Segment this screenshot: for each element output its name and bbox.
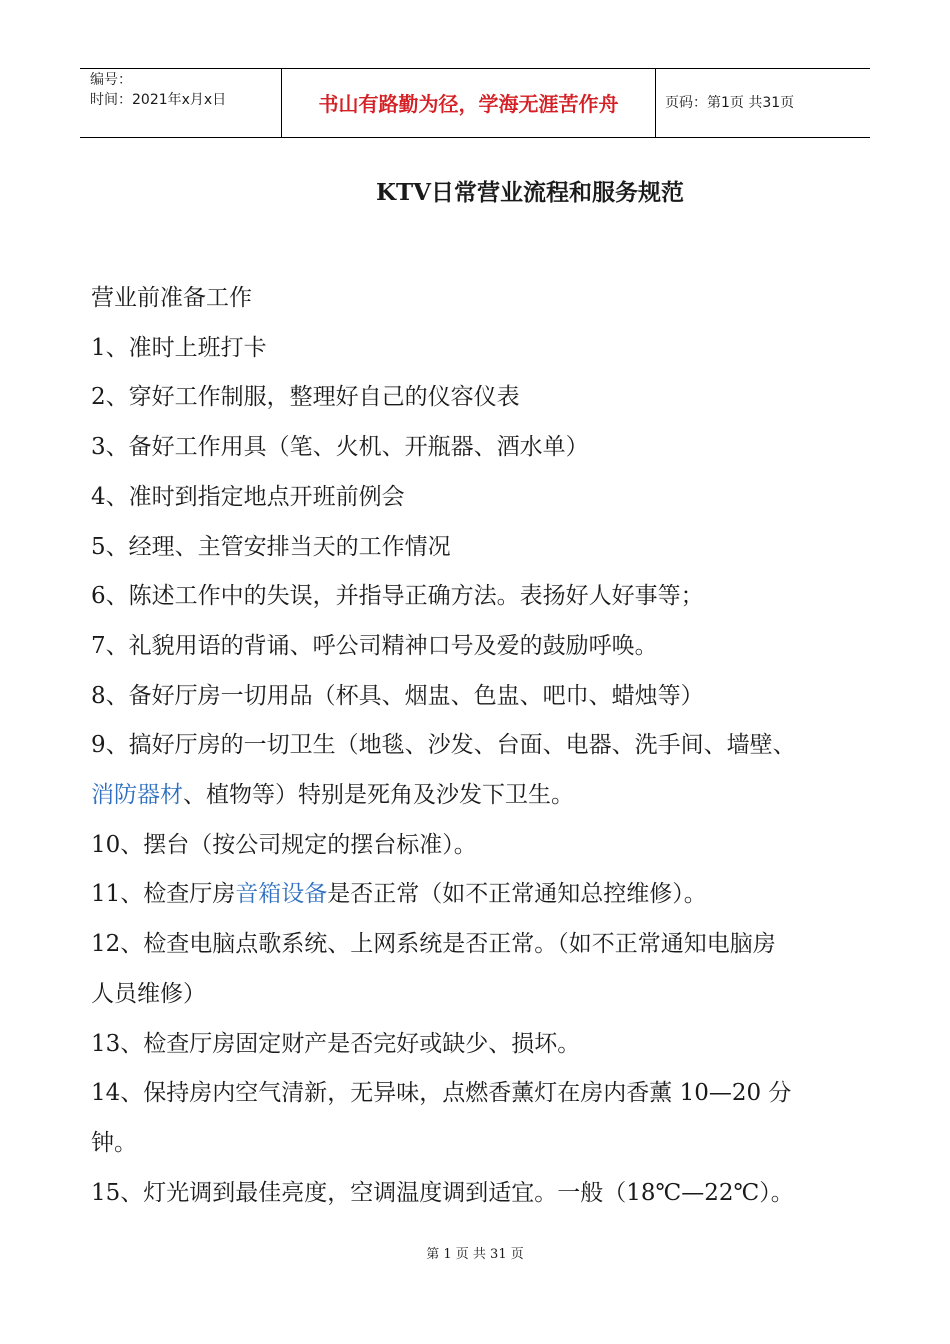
line-text: 是否正常（如不正常通知总控维修）。 <box>327 881 707 908</box>
page-info: 页码：第1页 共31页 <box>665 95 795 111</box>
list-item: 8、备好厅房一切用品（杯具、烟盅、色盅、吧巾、蜡烛等） <box>91 682 704 709</box>
list-item: 9、搞好厅房的一切卫生（地毯、沙发、台面、电器、洗手间、墙壁、 <box>91 732 796 759</box>
time-label: 时间：2021年x月x日 <box>90 92 227 108</box>
list-item-continuation: 人员维修） <box>91 980 206 1007</box>
list-item: 2、穿好工作制服，整理好自己的仪容仪表 <box>91 384 520 411</box>
list-item: 3、备好工作用具（笔、火机、开瓶器、酒水单） <box>91 434 589 461</box>
page-footer: 第 1 页 共 31 页 <box>426 1247 524 1262</box>
list-item: 6、陈述工作中的失误，并指导正确方法。表扬好人好事等； <box>91 583 704 610</box>
header-page-cell <box>655 69 870 137</box>
list-item: 15、灯光调到最佳亮度，空调温度调到适宜。一般（18℃—22℃）。 <box>91 1179 794 1206</box>
header-meta-cell <box>80 69 281 137</box>
list-item: 10、摆台（按公司规定的摆台标准）。 <box>91 831 477 858</box>
document-title: KTV日常营业流程和服务规范 <box>376 179 684 206</box>
header-motto-cell <box>281 69 656 137</box>
section-heading: 营业前准备工作 <box>91 285 252 311</box>
motto-text: 书山有路勤为径，学海无涯苦作舟 <box>318 92 619 116</box>
list-item: 13、检查厅房固定财产是否完好或缺少、损坏。 <box>91 1030 581 1057</box>
list-item: 1、准时上班打卡 <box>91 334 267 361</box>
audio-equipment-link[interactable]: 音箱设备 <box>235 881 328 908</box>
list-item: 12、检查电脑点歌系统、上网系统是否正常。（如不正常通知电脑房 <box>91 931 776 958</box>
list-item: 14、保持房内空气清新，无异味，点燃香薰灯在房内香薰 10—20 分 <box>91 1080 792 1107</box>
list-item-continuation: 钟。 <box>91 1129 137 1156</box>
line-text: 、植物等）特别是死角及沙发下卫生。 <box>183 782 574 809</box>
list-item: 5、经理、主管安排当天的工作情况 <box>91 533 451 560</box>
fire-equipment-link[interactable]: 消防器材 <box>91 782 183 809</box>
number-label: 编号： <box>90 72 132 88</box>
list-item-continuation <box>91 771 871 821</box>
list-item: 4、准时到指定地点开班前例会 <box>91 483 405 510</box>
line-text: 11、检查厅房 <box>91 881 236 908</box>
document-header <box>80 68 870 138</box>
list-item <box>91 870 871 920</box>
list-item: 7、礼貌用语的背诵、呼公司精神口号及爱的鼓励呼唤。 <box>91 632 658 659</box>
document-body <box>91 274 871 1218</box>
